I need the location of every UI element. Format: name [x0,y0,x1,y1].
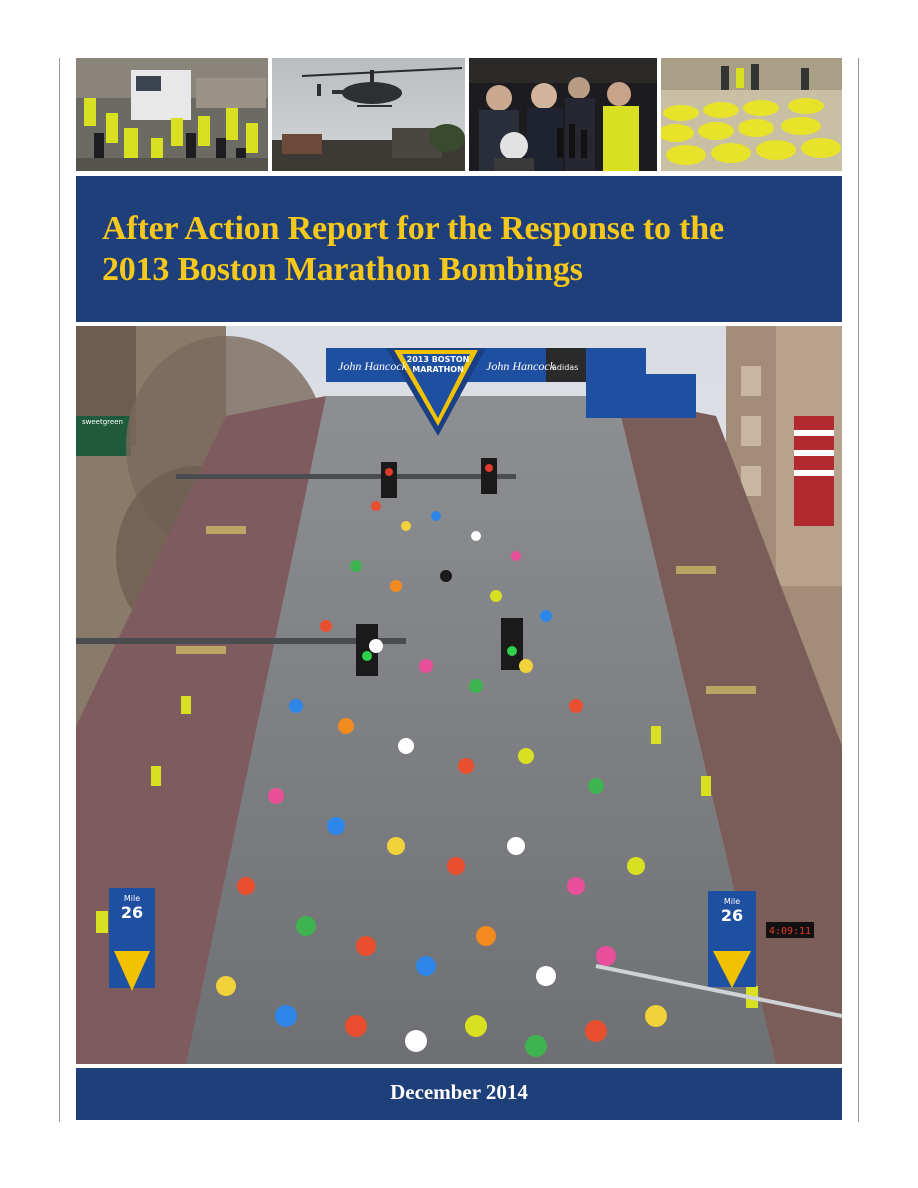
finish-banner-sponsor-mark: adidas [552,363,579,372]
photo-first-responders [76,58,268,171]
finish-banner-sponsor-left: John Hancock [338,359,407,373]
page-border-right [858,58,859,1122]
finish-banner-sponsor-right: John Hancock [486,359,555,373]
photo-press-conference [469,58,657,171]
date-band [76,1068,842,1120]
photo-evidence-bags [661,58,842,171]
page-border-left [59,58,60,1122]
finish-banner-title-line-2: MARATHON [412,365,464,374]
photo-helicopter [272,58,465,171]
report-title-line-1: After Action Report for the Response to the [102,210,724,247]
title-band [76,176,842,322]
report-title-line-2: 2013 Boston Marathon Bombings [102,251,583,288]
report-date: December 2014 [390,1080,528,1104]
storefront-sign: sweetgreen [82,418,123,426]
finish-banner-title-line-1: 2013 BOSTON [406,355,470,364]
mile-marker-left-label: Mile [123,894,141,903]
mile-marker-left-number: 26 [120,903,144,922]
mile-marker-right-number: 26 [720,906,744,925]
photo-marathon-finish-street [76,326,842,1064]
report-title [102,208,832,290]
race-clock: 4:09:11 [768,926,812,937]
mile-marker-right-label: Mile [723,897,741,906]
